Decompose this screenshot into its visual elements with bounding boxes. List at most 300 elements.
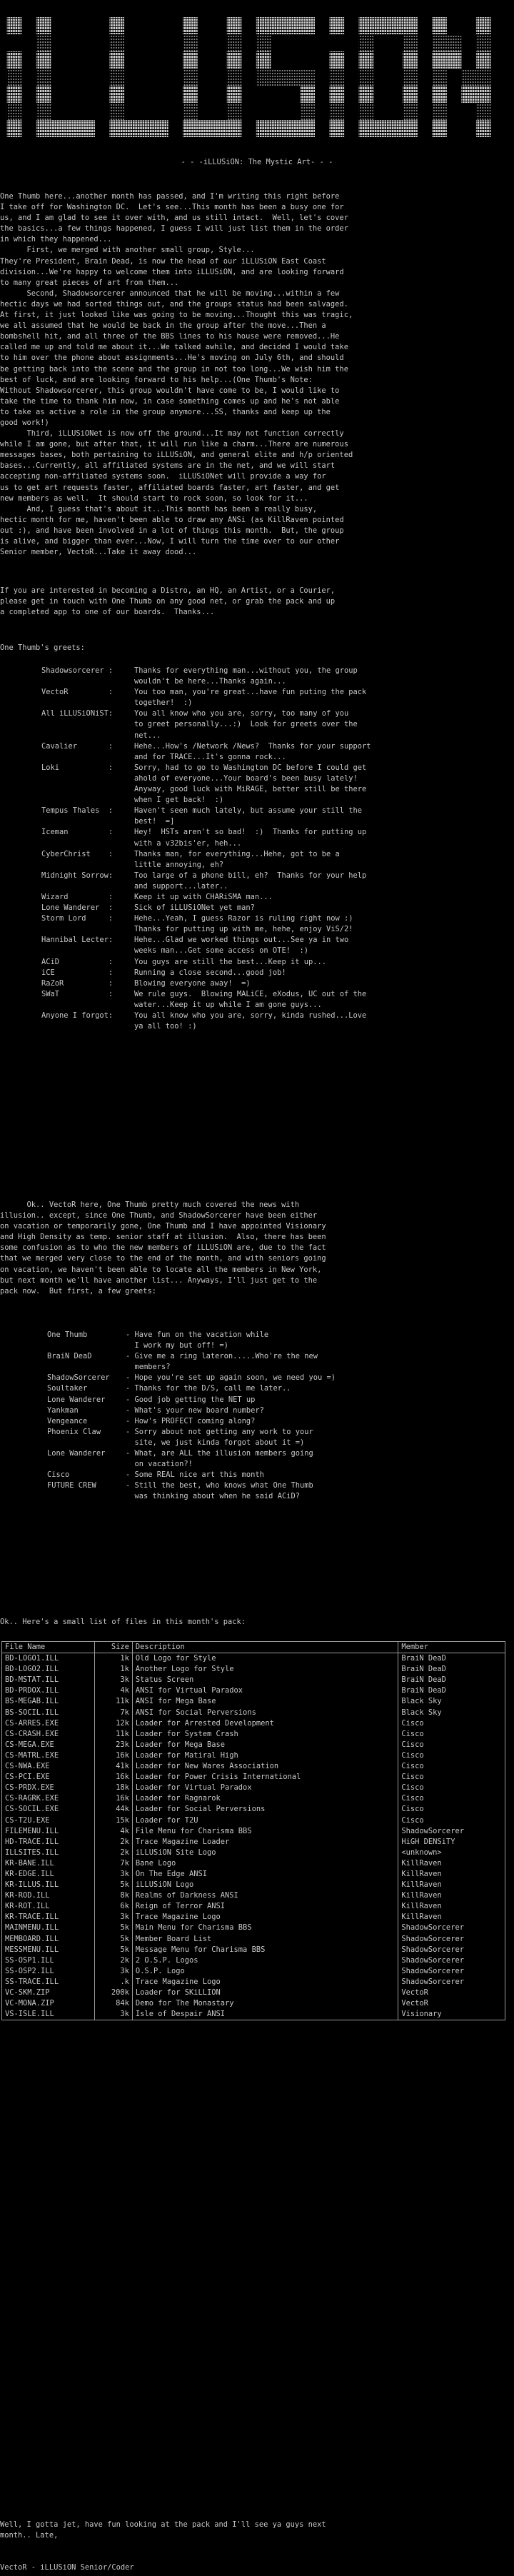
table-row	[2, 1685, 505, 1696]
table-row	[2, 1945, 505, 1955]
greet-text-line: - Still the best, who knows what One Thumb	[126, 1481, 313, 1490]
description-cell: Status Screen	[132, 1675, 398, 1685]
greet-name: CyberChrist :	[41, 849, 114, 858]
intro-line: best of luck, and are looking forward to his help...(One Thumb's Note:	[0, 375, 313, 384]
greet-text-line: - Some REAL nice art this month	[126, 1470, 264, 1480]
intro-line: Without Shadowsorcerer, this group wouldn't have come to be, I would like to	[0, 386, 340, 395]
member-cell: Black Sky	[398, 1708, 505, 1718]
greet-text-line: We rule guys. Blowing MALiCE, eXodus, UC out of the	[134, 989, 367, 998]
size-cell: .k	[95, 1977, 133, 1988]
description-cell: Trace Magazine Loader	[132, 1837, 398, 1848]
intro-line: Third, iLLUSiONet is now off the ground...It may not function correctly	[0, 429, 344, 438]
size-cell: 16k	[95, 1750, 133, 1761]
greet-name: ACiD :	[41, 957, 114, 966]
greet-text-line: - Good job getting the NET up	[126, 1395, 256, 1404]
greet-text	[134, 892, 505, 903]
greet-name: Iceman :	[41, 828, 114, 837]
greet-name: Cavalier :	[41, 741, 114, 751]
description-cell: Loader for New Wares Association	[132, 1761, 398, 1772]
member-cell: Cisco	[398, 1793, 505, 1804]
greet-text-line: Hehe...How's /Network /News? Thanks for your support	[134, 741, 371, 751]
greet-text-line: I work my but off! =)	[126, 1341, 228, 1350]
greet-text	[134, 935, 505, 956]
table-row	[2, 1880, 505, 1890]
greet-text	[126, 1470, 504, 1480]
description-cell: Trace Magazine Logo	[132, 1977, 398, 1988]
greet-name: Shadowsorcerer :	[41, 666, 114, 675]
greet-text-line: Anyway, good luck with MiRAGE, better still be there	[134, 785, 367, 794]
greet-row	[41, 892, 505, 903]
greet-text-line: to greet personally...:) Look for greets over the	[134, 720, 358, 729]
greet-text-line: wouldn't be here...Thanks again...	[134, 677, 286, 686]
intro-line: At first, it just looked like was going to be moving...Thought this was tragic,	[0, 311, 353, 320]
intro-line: to take as active a role in the group anymore...SS, thanks and keep up the	[0, 407, 331, 416]
description-cell: Reign of Terror ANSI	[132, 1901, 398, 1912]
member-cell: KillRaven	[398, 1901, 505, 1912]
greet-text	[134, 806, 505, 827]
greet-text	[134, 741, 505, 763]
table-row	[2, 1837, 505, 1848]
greet-row	[41, 827, 505, 848]
file-name-cell: KR-ROT.ILL	[2, 1901, 95, 1912]
description-cell: Another Logo for Style	[132, 1664, 398, 1675]
file-name-cell: CS-MATRL.EXE	[2, 1750, 95, 1761]
greet-text-line: water...Keep it up while I am gone guys...	[134, 1000, 322, 1009]
outro-text	[0, 2520, 514, 2541]
greet-text-line: Thanks for putting up with me, hehe, enjoy ViS/2!	[134, 925, 353, 934]
intro-line: First, we merged with another small group, Style...	[0, 246, 255, 255]
size-cell: 4k	[95, 1685, 133, 1696]
intro-line: bases...Currently, all affiliated systems are in the net, and we will start	[0, 461, 336, 471]
size-cell: 23k	[95, 1740, 133, 1750]
greet-name: Storm Lord :	[41, 914, 114, 923]
intro-line: hectic days we had sorted things out, and the groups status had been salvaged.	[0, 299, 348, 309]
greet-text-line: Thanks for everything man...without you, the group	[134, 666, 358, 675]
col-file-name: File Name	[2, 1642, 95, 1653]
greet-row	[41, 666, 505, 687]
greet-row	[47, 1373, 504, 1383]
table-row	[2, 2009, 505, 2020]
greet-text-line: was thinking about when he said ACiD?	[126, 1492, 300, 1501]
member-cell: BraiN DeaD	[398, 1664, 505, 1675]
intro-line: bombshell hit, and all three of the BBS lines to his house were removed...He	[0, 332, 340, 341]
file-name-cell: CS-ARRES.EXE	[2, 1718, 95, 1729]
subtitle: - - -iLLUSiON: The Mystic Art- - -	[181, 158, 333, 166]
file-name-cell: KR-EDGE.ILL	[2, 1869, 95, 1880]
greet-name: Anyone I forgot:	[41, 1011, 114, 1020]
file-name-cell: CS-NWA.EXE	[2, 1761, 95, 1772]
size-cell: 11k	[95, 1729, 133, 1740]
file-name-cell: VC-SKM.ZIP	[2, 1988, 95, 1998]
greet-row	[41, 978, 505, 989]
member-cell: ShadowSorcerer	[398, 1955, 505, 1966]
greet-text-line: best! =]	[134, 817, 175, 826]
files-table	[1, 1641, 505, 2020]
member-cell: HiGH DENSiTY	[398, 1837, 505, 1848]
greet-text	[134, 913, 505, 935]
greet-text	[134, 1011, 505, 1032]
description-cell: On The Edge ANSI	[132, 1869, 398, 1880]
greet-text	[134, 957, 505, 968]
member-cell: Cisco	[398, 1729, 505, 1740]
size-cell: 200k	[95, 1988, 133, 1998]
greet-row	[41, 806, 505, 827]
greet-text	[134, 827, 505, 848]
member-cell: ShadowSorcerer	[398, 1977, 505, 1988]
intro-line: out :), and have been involved in a lot of things this month. But, the group	[0, 526, 344, 535]
table-row	[2, 1708, 505, 1718]
description-cell: iLLUSiON Site Logo	[132, 1848, 398, 1858]
table-row	[2, 1718, 505, 1729]
description-cell: Loader for Social Perversions	[132, 1804, 398, 1815]
greet-text-line: - Give me a ring lateron.....Who're the new	[126, 1352, 318, 1361]
table-row	[2, 1664, 505, 1675]
size-cell: 8k	[95, 1890, 133, 1901]
greet-text	[134, 871, 505, 892]
size-cell: 5k	[95, 1934, 133, 1945]
greet-name: Vengeance	[47, 1416, 88, 1425]
description-cell: Loader for Mega Base	[132, 1740, 398, 1750]
table-row	[2, 1750, 505, 1761]
greet-text-line: Keep it up with CHARiSMA man...	[134, 892, 273, 901]
size-cell: 3k	[95, 1912, 133, 1923]
greet-name: FUTURE CREW	[47, 1481, 96, 1490]
greet-name: RaZoR :	[41, 978, 114, 988]
file-name-cell: KR-TRACE.ILL	[2, 1912, 95, 1923]
intro-line: division...We're happy to welcome them into iLLUSiON, and are looking forward	[0, 267, 344, 276]
size-cell: 3k	[95, 1675, 133, 1685]
greet-row	[41, 989, 505, 1011]
table-row	[2, 1729, 505, 1740]
vector_intro-line: and High Density as temp. senior staff at illusion. Also, there has been	[0, 1233, 326, 1242]
file-name-cell: MAINMENU.ILL	[2, 1923, 95, 1933]
greet-row	[47, 1448, 504, 1470]
greet-row	[47, 1383, 504, 1394]
greet-text-line: ahold of everyone...Your board's been busy lately!	[134, 773, 358, 783]
member-cell: Cisco	[398, 1750, 505, 1761]
greet-text	[134, 763, 505, 806]
greet-text	[126, 1330, 504, 1351]
file-name-cell: CS-SOCIL.EXE	[2, 1804, 95, 1815]
file-name-cell: CS-MEGA.EXE	[2, 1740, 95, 1750]
greet-text-line: little annoying, eh?	[134, 860, 224, 869]
vector_intro-line: some confusion as to who the new members of iLLUSiON are, due to the fact	[0, 1243, 326, 1253]
file-name-cell: CS-CRASH.EXE	[2, 1729, 95, 1740]
size-cell: 5k	[95, 1880, 133, 1890]
member-cell: ShadowSorcerer	[398, 1826, 505, 1837]
logo-letter	[432, 17, 490, 137]
size-cell: 1k	[95, 1653, 133, 1665]
greet-row	[41, 741, 505, 763]
greet-name: All iLLUSiONiST:	[41, 709, 114, 718]
greet-text-line: Thanks man, for everything...Hehe, got to be a	[134, 849, 340, 858]
table-row	[2, 1955, 505, 1966]
greet-text-line: site, we just kinda forgot about it =)	[126, 1438, 305, 1447]
intro-line: messages bases, both pertaining to iLLUSiON, and general elite and h/p oriented	[0, 451, 353, 460]
greet-text-line: Hehe...Yeah, I guess Razor is ruling right now :)	[134, 914, 353, 923]
description-cell: O.S.P. Logo	[132, 1966, 398, 1977]
member-cell: ShadowSorcerer	[398, 1945, 505, 1955]
file-name-cell: SS-OSP2.ILL	[2, 1966, 95, 1977]
greet-text	[134, 666, 505, 687]
table-row	[2, 1901, 505, 1912]
greet-text	[126, 1405, 504, 1416]
file-name-cell: CS-PRDX.EXE	[2, 1783, 95, 1793]
member-cell: BraiN DeaD	[398, 1653, 505, 1665]
table-row	[2, 1653, 505, 1665]
description-cell: Realms of Darkness ANSI	[132, 1890, 398, 1901]
join-line: please get in touch with One Thumb on any good net, or grab the pack and up	[0, 597, 336, 606]
table-row	[2, 1934, 505, 1945]
join-text	[0, 586, 514, 618]
greet-text-line: Blowing everyone away! =)	[134, 978, 251, 988]
member-cell: Visionary	[398, 2009, 505, 2020]
greet-row	[47, 1405, 504, 1416]
description-cell: Message Menu for Charisma BBS	[132, 1945, 398, 1955]
description-cell: Loader for SKiLLION	[132, 1988, 398, 1998]
greet-name: Lone Wanderer	[47, 1395, 106, 1404]
description-cell: Trace Magazine Logo	[132, 1912, 398, 1923]
table-row	[2, 1988, 505, 1998]
member-cell: BraiN DeaD	[398, 1675, 505, 1685]
file-name-cell: KR-BANE.ILL	[2, 1858, 95, 1869]
greet-row	[41, 903, 505, 913]
table-row	[2, 1804, 505, 1815]
table-row	[2, 1848, 505, 1858]
greet-text	[134, 708, 505, 741]
size-cell: 5k	[95, 1923, 133, 1933]
greet-text-line: You too man, you're great...have fun puting the pack	[134, 688, 367, 697]
col-description: Description	[132, 1642, 398, 1653]
outro-line: Well, I gotta jet, have fun looking at the pack and I'll see ya guys next	[0, 2520, 326, 2529]
greet-text-line: Hey! HSTs aren't so bad! :) Thanks for putting up	[134, 828, 367, 837]
table-row	[2, 1966, 505, 1977]
greet-row	[47, 1427, 504, 1448]
greet-text	[126, 1383, 504, 1394]
intro-line: They're President, Brain Dead, is now the head of our iLLUSiON East Coast	[0, 256, 326, 266]
file-name-cell: HD-TRACE.ILL	[2, 1837, 95, 1848]
greet-row	[47, 1351, 504, 1373]
table-row	[2, 1772, 505, 1783]
intro-line: hectic month for me, haven't been able to draw any ANSi (as KillRaven pointed	[0, 515, 344, 524]
description-cell: iLLUSiON Logo	[132, 1880, 398, 1890]
greet-text-line: members?	[126, 1363, 171, 1372]
greet-text	[126, 1395, 504, 1405]
intro-line: be getting back into the scene and the group in not too long...We wish him the	[0, 364, 348, 374]
greet-text-line: on vacation?!	[126, 1460, 193, 1469]
greet-name: Lone Wanderer	[47, 1449, 106, 1458]
file-name-cell: VS-ISLE.ILL	[2, 2009, 95, 2020]
greet-text-line: weeks man...Get some access on OTE! :)	[134, 946, 308, 956]
intro-line: accepting non-affiliated systems soon. iLLUSiONet will provide a way for	[0, 472, 326, 481]
outro-line: month.. Late,	[0, 2531, 59, 2540]
size-cell: 15k	[95, 1815, 133, 1826]
greet-text-line: - What, are ALL the illusion members going	[126, 1449, 313, 1458]
greet-text-line: and for TRACE...It's gonna rock...	[134, 752, 286, 761]
table-row	[2, 1977, 505, 1988]
vector_intro-line: illusion.. except, since One Thumb, and ShadowSorcerer have been either	[0, 1211, 318, 1221]
member-cell: Cisco	[398, 1740, 505, 1750]
greet-row	[41, 968, 505, 978]
file-name-cell: BS-MEGAB.ILL	[2, 1696, 95, 1707]
greet-text-line: - Hope you're set up again soon, we need you =)	[126, 1373, 336, 1383]
greet-text-line: - What's your new board number?	[126, 1405, 264, 1415]
greet-text	[134, 903, 505, 913]
member-cell: KillRaven	[398, 1912, 505, 1923]
logo-letter	[256, 17, 315, 137]
vector_intro-line: pack now. But first, a few greets:	[0, 1286, 156, 1295]
file-name-cell: KR-ILLUS.ILL	[2, 1880, 95, 1890]
vector_intro-line: but next month we'll have another list... Anyways, I'll just get to the	[0, 1276, 318, 1285]
table-row	[2, 1923, 505, 1933]
intro-line: take the time to thank him now, in case something comes up and he's not able	[0, 396, 340, 406]
member-cell: ShadowSorcerer	[398, 1966, 505, 1977]
signature: VectoR - iLLUSiON Senior/Coder	[0, 2563, 134, 2572]
greet-text	[126, 1373, 504, 1383]
member-cell: KillRaven	[398, 1869, 505, 1880]
illusion-logo	[6, 7, 508, 147]
greet-text-line: Running a close second...good job!	[134, 968, 286, 977]
greet-text-line: - Have fun on the vacation while	[126, 1330, 269, 1339]
logo-letter	[109, 17, 168, 137]
file-name-cell: BD-PRDOX.ILL	[2, 1685, 95, 1696]
greet-text-line: Haven't seen much lately, but assume your still the	[134, 806, 363, 816]
description-cell: ANSI for Social Perversions	[132, 1708, 398, 1718]
member-cell: Cisco	[398, 1772, 505, 1783]
intro-line: to him over the phone about assignments...He's moving on July 6th, and should	[0, 354, 344, 363]
table-row	[2, 1761, 505, 1772]
greet-name: Phoenix Claw	[47, 1427, 101, 1436]
greet-name: One Thumb	[47, 1330, 88, 1339]
greet-row	[41, 1011, 505, 1032]
greet-text-line: - Sorry about not getting any work to your	[126, 1427, 313, 1436]
table-row	[2, 1675, 505, 1685]
greet-text-line: Too large of a phone bill, eh? Thanks for your help	[134, 871, 367, 880]
intro-line: Second, Shadowsorcerer announced that he will be moving...within a few	[0, 289, 340, 298]
greet-text	[134, 968, 505, 978]
size-cell: 18k	[95, 1783, 133, 1793]
file-name-cell: KR-ROD.ILL	[2, 1890, 95, 1901]
greet-text-line: ya all too! :)	[134, 1022, 197, 1031]
member-cell: Cisco	[398, 1718, 505, 1729]
greet-name: BraiN DeaD	[47, 1352, 92, 1361]
intro-line: called me up and told me about it...We talked awhile, and decided I would take	[0, 343, 348, 352]
greet-name: Cisco	[47, 1470, 70, 1480]
intro-line: us, and I am glad to see it over with, and us still intact. Well, let's cover	[0, 214, 348, 223]
member-cell: VectoR	[398, 1988, 505, 1998]
greet-row	[41, 935, 505, 956]
member-cell: KillRaven	[398, 1890, 505, 1901]
greet-text-line: - How's PROFECT coming along?	[126, 1416, 256, 1425]
logo-letter	[330, 17, 345, 137]
greet-name: Loki :	[41, 763, 114, 772]
intro-line: to many great pieces of art from them...	[0, 278, 179, 287]
greet-text-line: You all know who you are, sorry, too many of you	[134, 709, 349, 718]
greet-name: Midnight Sorrow:	[41, 871, 114, 880]
description-cell: Loader for Arrested Development	[132, 1718, 398, 1729]
vector_intro-line: that we merged very close to the end of the month, and with seniors going	[0, 1254, 326, 1263]
intro-line: One Thumb here...another month has passed, and I'm writing this right before	[0, 192, 340, 201]
vector-intro	[0, 1200, 514, 1297]
file-name-cell: CS-RAGRK.EXE	[2, 1793, 95, 1804]
intro-line: good work!)	[0, 418, 49, 427]
greet-row	[47, 1416, 504, 1427]
size-cell: 7k	[95, 1708, 133, 1718]
table-row	[2, 1815, 505, 1826]
greet-row	[47, 1470, 504, 1480]
greet-row	[47, 1330, 504, 1351]
member-cell: Cisco	[398, 1783, 505, 1793]
member-cell: KillRaven	[398, 1880, 505, 1890]
intro-line: we all assumed that he would be back in the group after the move...Then a	[0, 321, 326, 331]
size-cell: 1k	[95, 1664, 133, 1675]
intro-line: new members as well. It should start to rock soon, so look for it...	[0, 493, 308, 503]
file-name-cell: BD-LOGO2.ILL	[2, 1664, 95, 1675]
intro-line: while I am gone, but after that, it will run like a charm...There are numerous	[0, 440, 348, 449]
description-cell: File Menu for Charisma BBS	[132, 1826, 398, 1837]
files-title: Ok.. Here's a small list of files in this month's pack:	[0, 1618, 246, 1626]
greet-name: iCE :	[41, 968, 114, 977]
description-cell: ANSI for Mega Base	[132, 1696, 398, 1707]
table-row	[2, 1858, 505, 1869]
col-size: Size	[95, 1642, 133, 1653]
description-cell: Bane Logo	[132, 1858, 398, 1869]
member-cell: KillRaven	[398, 1858, 505, 1869]
greet-row	[47, 1480, 504, 1502]
description-cell: Loader for System Crash	[132, 1729, 398, 1740]
size-cell: 16k	[95, 1772, 133, 1783]
table-row	[2, 1826, 505, 1837]
greet-text	[134, 849, 505, 871]
vector_intro-line: on vacation, we haven't been able to locate all the members in New York,	[0, 1265, 322, 1274]
description-cell: Member Board List	[132, 1934, 398, 1945]
greet-row	[41, 849, 505, 871]
greet-text	[126, 1448, 504, 1470]
greet-text-line: together! :)	[134, 698, 193, 708]
intro-line: the basics...a few things happened, I guess I will just list them in the order	[0, 224, 348, 234]
table-row	[2, 1890, 505, 1901]
file-name-cell: ILLSITES.ILL	[2, 1848, 95, 1858]
table-row	[2, 1869, 505, 1880]
description-cell: Isle of Despair ANSI	[132, 2009, 398, 2020]
member-cell: ShadowSorcerer	[398, 1934, 505, 1945]
vector_intro-line: Ok.. VectoR here, One Thumb pretty much covered the news with	[0, 1201, 300, 1209]
greets-title: One Thumb's greets:	[0, 643, 85, 652]
greet-name: VectoR :	[41, 688, 114, 697]
greet-name: Lone Wanderer :	[41, 903, 114, 913]
size-cell: 5k	[95, 1945, 133, 1955]
greet-row	[41, 763, 505, 806]
member-cell: Cisco	[398, 1761, 505, 1772]
table-row	[2, 1783, 505, 1793]
greet-name: Yankman	[47, 1405, 79, 1415]
description-cell: Loader for Virtual Paradox	[132, 1783, 398, 1793]
member-cell: BraiN DeaD	[398, 1685, 505, 1696]
vector-greets	[47, 1330, 504, 1503]
greet-text-line: with a v32bis'er, heh...	[134, 838, 242, 848]
size-cell: 3k	[95, 2009, 133, 2020]
file-name-cell: CS-T2U.EXE	[2, 1815, 95, 1826]
logo-letter	[183, 17, 241, 137]
size-cell: 41k	[95, 1761, 133, 1772]
greet-text	[126, 1427, 504, 1448]
greet-text-line: - Thanks for the D/S, call me later..	[126, 1384, 291, 1393]
size-cell: 7k	[95, 1858, 133, 1869]
greet-row	[41, 957, 505, 968]
description-cell: Main Menu for Charisma BBS	[132, 1923, 398, 1933]
file-name-cell: BS-SOCIL.ILL	[2, 1708, 95, 1718]
table-row	[2, 1998, 505, 2009]
